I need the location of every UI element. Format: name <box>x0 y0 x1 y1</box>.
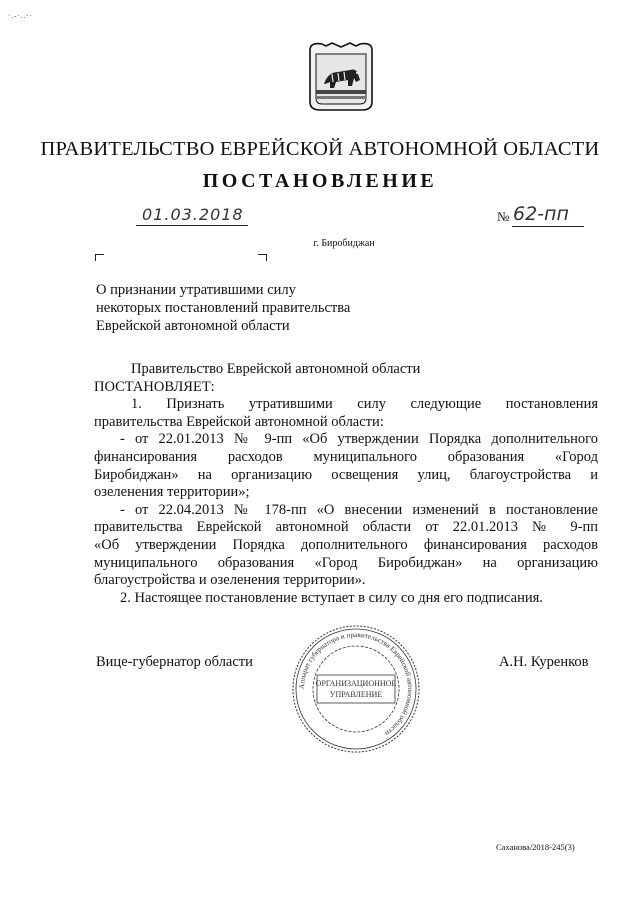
subject-line: Еврейской автономной области <box>96 318 290 334</box>
document-body <box>94 361 598 607</box>
corner-mark: ·.-·..·· <box>8 12 33 20</box>
subitem1-line: финансирования расходов муниципального образования «Город <box>94 448 598 465</box>
city: г. Биробиджан <box>313 238 375 249</box>
number-underline <box>512 226 584 227</box>
document-number: 62-пп <box>513 203 569 225</box>
coat-of-arms-emblem <box>302 40 380 116</box>
subitem1-line: Биробиджан» на организацию освещения улиц, благоустройства и <box>94 466 598 483</box>
item1-line: правительства Еврейской автономной области: <box>94 413 384 430</box>
subitem1-line: озеленения территории»; <box>94 484 250 501</box>
subitem2-line: муниципального образования «Город Биробиджан» на организацию <box>94 554 598 571</box>
stamp-ring-text: Аппарат губернатора и правительства Еврейской автономной области <box>297 630 415 738</box>
document-type: ПОСТАНОВЛЕНИЕ <box>202 170 438 192</box>
intro-line: Правительство Еврейской автономной области <box>131 361 421 377</box>
stamp-inner-line: УПРАВЛЕНИЕ <box>329 690 383 699</box>
subject-bracket-left <box>95 254 104 261</box>
item2-line: 2. Настоящее постановление вступает в силу со дня его подписания. <box>120 589 543 606</box>
decree-word: ПОСТАНОВЛЯЕТ: <box>94 378 215 395</box>
subitem2-line: благоустройства и озеленения территории». <box>94 572 366 589</box>
footer-code: Саханова/2018-245(3) <box>496 842 575 852</box>
date-underline <box>136 225 248 226</box>
subitem2-line: правительства Еврейской автономной области от 22.01.2013 № 9-пп <box>94 519 598 536</box>
subitem2-line: - от 22.04.2013 № 178-пп «О внесении изменений в постановление <box>120 501 598 518</box>
subitem1-line: - от 22.01.2013 № 9-пп «Об утверждении Порядка дополнительного <box>120 431 598 448</box>
subject-bracket-right <box>258 254 267 261</box>
signer-name: А.Н. Куренков <box>499 654 589 670</box>
subitem2-line: «Об утверждении Порядка дополнительного финансирования расходов <box>94 536 598 553</box>
document-date: 01.03.2018 <box>142 205 244 224</box>
number-prefix: № <box>497 209 510 224</box>
item1-line: 1. Признать утратившими силу следующие постановления <box>131 396 598 413</box>
stamp-inner-line: ОРГАНИЗАЦИОННОЕ <box>315 679 397 688</box>
subject-block <box>96 281 350 335</box>
signer-position: Вице-губернатор области <box>96 654 253 670</box>
government-title: ПРАВИТЕЛЬСТВО ЕВРЕЙСКОЙ АВТОНОМНОЙ ОБЛАСТИ <box>40 138 600 160</box>
subject-line: некоторых постановлений правительства <box>96 300 351 316</box>
official-stamp <box>287 620 425 758</box>
subject-line: О признании утратившими силу <box>96 282 296 298</box>
